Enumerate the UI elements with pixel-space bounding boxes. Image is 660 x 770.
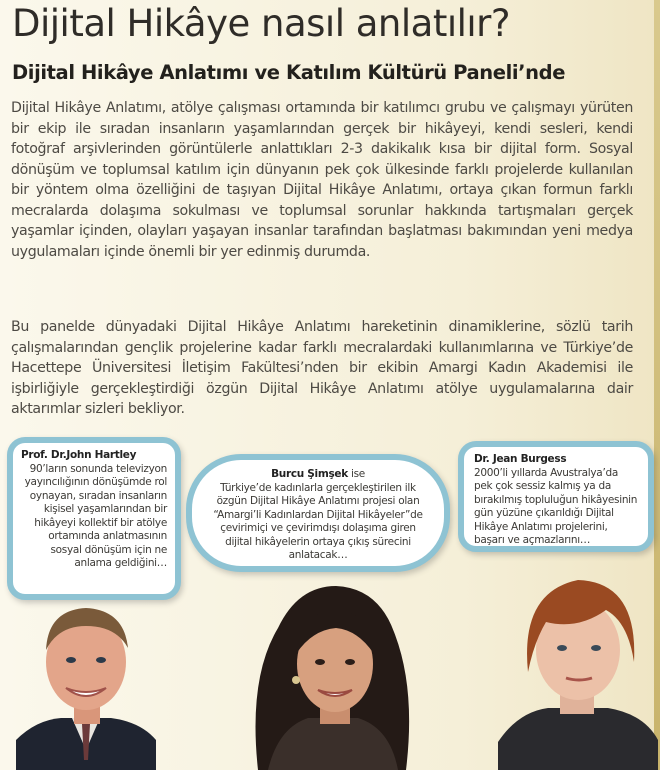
portrait-photo-burgess (498, 552, 658, 770)
portrait-photo-hartley (16, 590, 156, 770)
page-title: Dijital Hikâye nasıl anlatılır? (12, 2, 511, 45)
speech-bubble-simsek (186, 454, 450, 572)
speaker-quote-simsek: Türkiye’de kadınlarla gerçekleştirilen ilk özgün Dijital Hikâye Anlatımı projesi olan “Amargi’li Kadınlardan Dijital Hikâyeler”de çevirimiçi ve çevirimdışı dolaşıma giren dijital hikâyelerin ortaya çıkış sürecini anlatacak… (213, 481, 423, 561)
speaker-name-burgess: Dr. Jean Burgess (474, 453, 567, 465)
speaker-name-simsek: Burcu Şimşek (271, 468, 348, 480)
speech-bubble-hartley (7, 437, 181, 600)
page-subtitle: Dijital Hikâye Anlatımı ve Katılım Kültürü Paneli’nde (12, 61, 566, 84)
panel-paragraph: Bu panelde dünyadaki Dijital Hikâye Anlatımı hareketinin dinamiklerine, sözlü tarih çalışmalarından gençlik projelerine kadar farklı mecralardaki kullanımlarına ve Türkiye’de Hacettepe Üniversitesi İletişim Fakültesi’nden bir ekibin Amargi Kadın Akademisi ile işbirliğiyle gerçekleştirdiği özgün Dijital Hikâye Anlatımı atölye uygulamalarına dair aktarımlar sizleri bekliyor. (11, 319, 633, 417)
speaker-name-suffix: ise (347, 468, 365, 480)
speaker-quote-burgess: 2000’li yıllarda Avustralya’da pek çok sessiz kalmış ya da bırakılmış topluluğun hikâyesinin gün yüzüne çıkarıldığı Dijital Hikâye Anlatımı projelerini, başarı ve açmazlarını… (474, 466, 638, 546)
speaker-name-hartley: Prof. Dr.John Hartley (21, 449, 137, 461)
intro-paragraph: Dijital Hikâye Anlatımı, atölye çalışması ortamında bir katılımcı grubu ve çalışmayı yürüten bir ekip ile sıradan insanların yaşamlarından gerçek bir hikâyeyi, kendi sesleri, kendi fotoğraf arşivlerinden görüntülerle anlattıkları 2-3 dakikalık kısa bir dijital form. Sosyal dönüşüm ve toplumsal katılım için dünyanın pek çok ülkesinde farklı projelerde kullanılan bir yöntem olma özelliğini de taşıyan Dijital Hikâye Anlatımı, ortaya çıkan formun farklı mecralarda dolaşıma sokulması ve toplumsal sorunlar hakkında tartışmaları gerçek yaşamlar içinden, olayları yaşayan insanlar tarafından başlatması bakımından yeni medya uygulamaları içinde önemli bir yer edinmiş durumda. (11, 100, 633, 260)
portrait-photo-simsek (238, 568, 428, 770)
speech-bubble-burgess (458, 441, 654, 552)
speaker-quote-hartley: 90’ların sonunda televizyon yayıncılığının dönüşümde rol oynayan, sıradan insanların kişisel yaşamlarından bir hikâyeyi kollektif bir atölye ortamında anlatmasının sosyal dönüşüm için ne anlama geldiğini… (24, 462, 167, 569)
